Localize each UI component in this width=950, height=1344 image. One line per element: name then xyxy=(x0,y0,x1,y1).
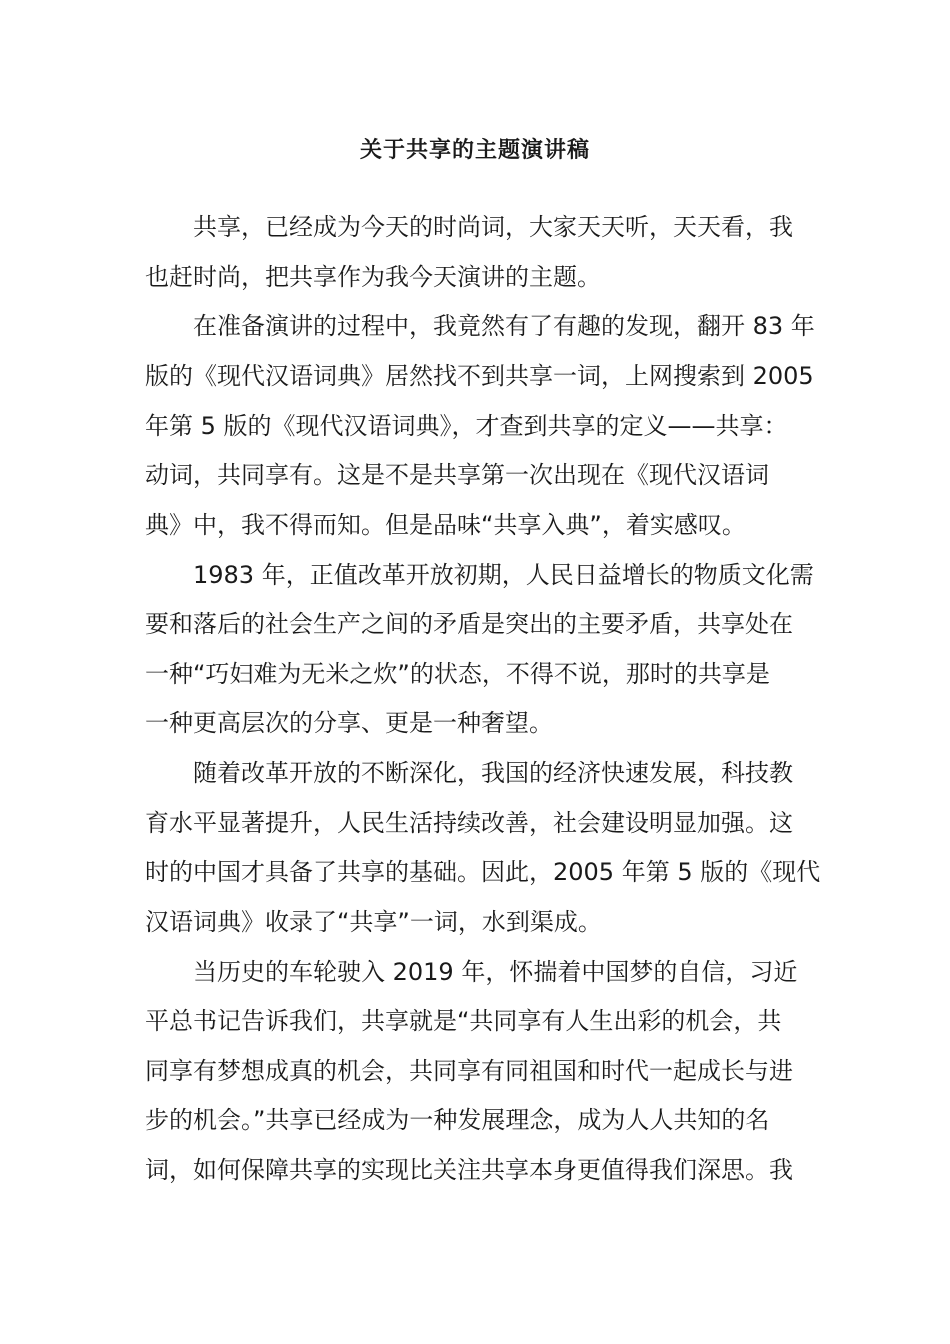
body-line: 共享，已经成为今天的时尚词，大家天天听，天天看，我 xyxy=(193,213,793,241)
body-line: 一种“巧妇难为无米之炊”的状态，不得不说，那时的共享是 xyxy=(145,660,770,688)
body-line: 词，如何保障共享的实现比关注共享本身更值得我们深思。我 xyxy=(145,1156,793,1184)
body-line: 育水平显著提升，人民生活持续改善，社会建设明显加强。这 xyxy=(145,809,793,837)
body-line: 要和落后的社会生产之间的矛盾是突出的主要矛盾，共享处在 xyxy=(145,610,793,638)
body-line: 年第 5 版的《现代汉语词典》，才查到共享的定义——共享： xyxy=(145,412,788,440)
body-line: 1983 年，正值改革开放初期，人民日益增长的物质文化需 xyxy=(193,561,814,589)
body-line: 当历史的车轮驶入 2019 年，怀揣着中国梦的自信，习近 xyxy=(193,958,798,986)
body-line: 平总书记告诉我们，共享就是“共同享有人生出彩的机会，共 xyxy=(145,1007,782,1035)
body-line: 典》中，我不得而知。但是品味“共享入典”，着实感叹。 xyxy=(145,511,746,539)
body-line: 汉语词典》收录了“共享”一词，水到渠成。 xyxy=(145,908,602,936)
body-line: 时的中国才具备了共享的基础。因此，2005 年第 5 版的《现代 xyxy=(145,858,821,886)
document-title: 关于共享的主题演讲稿 xyxy=(359,138,590,163)
body-line: 版的《现代汉语词典》居然找不到共享一词，上网搜索到 2005 xyxy=(145,362,814,390)
body-line: 在准备演讲的过程中，我竟然有了有趣的发现，翻开 83 年 xyxy=(193,312,815,340)
body-line: 随着改革开放的不断深化，我国的经济快速发展，科技教 xyxy=(193,759,793,787)
body-line: 步的机会。”共享已经成为一种发展理念，成为人人共知的名 xyxy=(145,1106,770,1134)
body-line: 也赶时尚，把共享作为我今天演讲的主题。 xyxy=(145,263,601,291)
body-line: 动词，共同享有。这是不是共享第一次出现在《现代汉语词 xyxy=(145,461,769,489)
body-line: 一种更高层次的分享、更是一种奢望。 xyxy=(145,709,553,737)
body-line: 同享有梦想成真的机会，共同享有同祖国和时代一起成长与进 xyxy=(145,1057,793,1085)
